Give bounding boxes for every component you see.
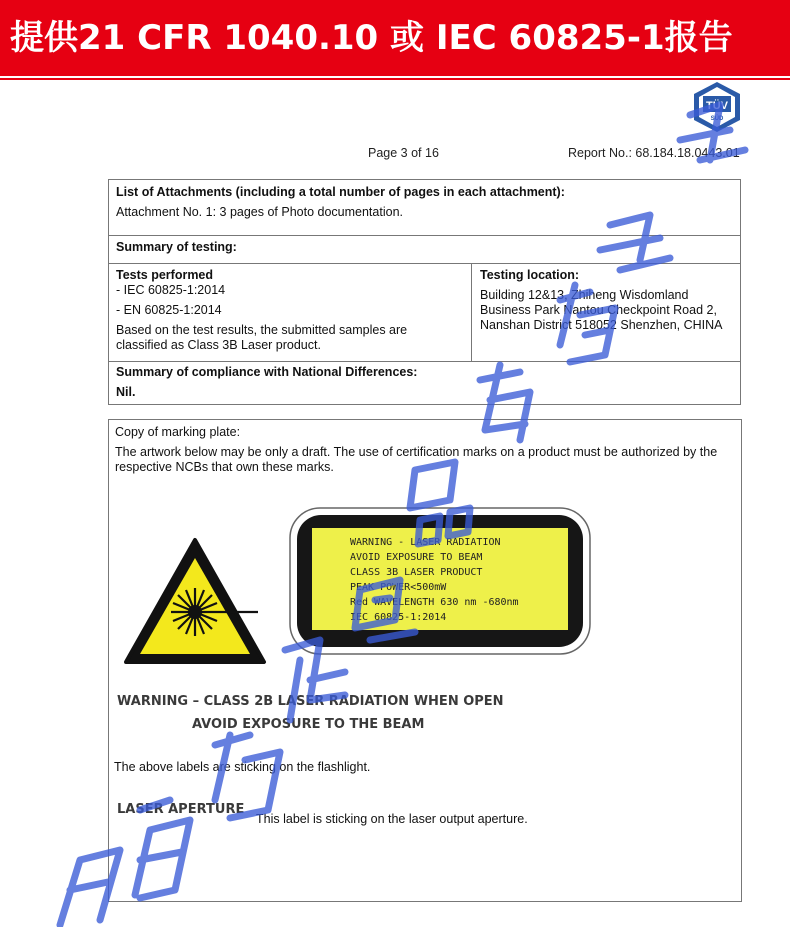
promo-banner [0,0,790,76]
logo-text: TÜV [706,100,728,112]
laser-product-label [288,506,592,656]
flashlight-note: The above labels are sticking on the flashlight. [114,760,371,774]
summary-heading: Summary of testing: [116,240,237,254]
tuv-sud-logo-icon [690,80,744,134]
banner-divider [0,78,790,80]
test-standard-iec: - IEC 60825-1:2014 [116,283,226,297]
label-line-4: PEAK POWER<500mW [350,582,447,593]
label-line-6: IEC 60825-1:2014 [350,612,447,623]
summary-table [108,179,741,405]
marking-disclaimer: The artwork below may be only a draft. The use of certification marks on a product must be authorized by the respective NCBs that own these marks. [115,445,718,474]
label-line-3: CLASS 3B LASER PRODUCT [350,567,483,578]
table-divider [109,235,740,236]
class2b-warning-line-1: WARNING – CLASS 2B LASER RADIATION WHEN OPEN [117,694,504,709]
compliance-value: Nil. [116,385,136,399]
label-line-5: Red WAVELENGTH 630 nm -680nm [350,597,519,608]
page-number: Page 3 of 16 [368,146,439,160]
table-column-divider [471,263,472,361]
label-line-2: AVOID EXPOSURE TO BEAM [350,552,483,563]
table-divider [109,361,740,362]
marking-title: Copy of marking plate: [115,425,241,439]
attachments-heading: List of Attachments (including a total number of pages in each attachment): [116,185,565,199]
tests-heading: Tests performed [116,268,214,282]
logo-subtext: SÜD [710,116,724,122]
report-number: Report No.: 68.184.18.0443.01 [568,146,740,160]
compliance-heading: Summary of compliance with National Differences: [116,365,418,379]
laser-warning-triangle-icon [122,536,268,666]
table-divider [109,263,740,264]
class2b-warning-line-2: AVOID EXPOSURE TO THE BEAM [192,717,425,732]
label-line-1: WARNING - LASER RADIATION [350,537,501,548]
tests-result-note: Based on the test results, the submitted samples are classified as Class 3B Laser product. [116,323,408,352]
aperture-note: This label is sticking on the laser output aperture. [256,812,528,826]
banner-title: 提供21 CFR 1040.10 或 IEC 60825-1报告 [10,18,733,58]
laser-aperture-label: LASER APERTURE [117,802,245,817]
location-heading: Testing location: [480,268,580,282]
location-address: Building 12&13, Zhiheng Wisdomland Business Park Nantou Checkpoint Road 2, Nanshan District 518052 Shenzhen, CHINA [480,288,723,332]
attachment-item: Attachment No. 1: 3 pages of Photo documentation. [116,205,403,219]
test-standard-en: - EN 60825-1:2014 [116,303,222,317]
